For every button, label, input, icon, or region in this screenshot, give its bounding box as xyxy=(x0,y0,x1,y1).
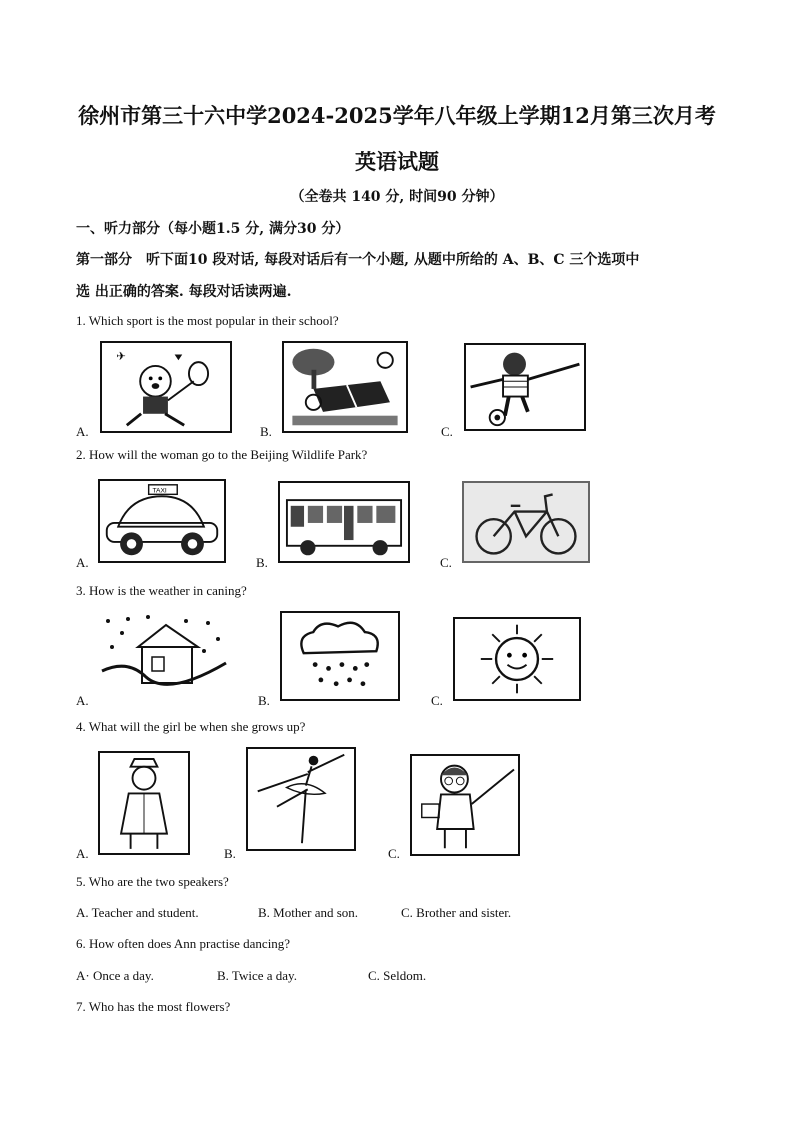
ballerina-icon xyxy=(246,747,356,851)
q5-option-a: A. Teacher and student. xyxy=(76,905,199,920)
svg-text:✈: ✈ xyxy=(116,349,126,364)
table-tennis-icon xyxy=(282,341,408,433)
q5-option-c: C. Brother and sister. xyxy=(401,905,512,920)
q2-label-a: A. xyxy=(76,555,89,570)
q6-option-c: C. Seldom. xyxy=(368,968,427,983)
q2-label-b: B. xyxy=(256,555,268,570)
q1-label-b: B. xyxy=(260,424,272,439)
snowy-house-icon xyxy=(98,611,230,699)
question-5: 5. Who are the two speakers? xyxy=(76,874,229,889)
page-title: 徐州市第三十六中学2024-2025学年八年级上学期12月第三次月考 xyxy=(78,103,716,128)
question-4: 4. What will the girl be when she grows up? xyxy=(76,719,306,734)
teacher-icon xyxy=(410,754,520,856)
q6-option-a: A· Once a day. xyxy=(76,968,154,983)
q1-label-c: C. xyxy=(441,424,453,439)
taxi-sign-text: TAXI xyxy=(152,487,167,495)
section-heading: 一、听力部分（每小题1.5 分, 满分30 分） xyxy=(76,221,350,237)
section-instruction: 第一部分 听下面10 段对话, 每段对话后有一个小题, 从题中所给的 A、B、C 三个选项中 xyxy=(76,252,640,268)
q3-label-b: B. xyxy=(258,693,270,708)
question-6: 6. How often does Ann practise dancing? xyxy=(76,936,291,951)
question-1: 1. Which sport is the most popular in their school? xyxy=(76,313,339,328)
bus-icon xyxy=(278,481,410,563)
q6-option-b: B. Twice a day. xyxy=(217,968,297,983)
q2-label-c: C. xyxy=(440,555,452,570)
q4-label-b: B. xyxy=(224,846,236,861)
section-instruction-cont: 选 出正确的答案. 每段对话读两遍. xyxy=(76,284,292,300)
exam-info: （全卷共 140 分, 时间90 分钟） xyxy=(290,189,504,205)
q3-label-c: C. xyxy=(431,693,443,708)
nurse-icon xyxy=(98,751,190,855)
q3-label-a: A. xyxy=(76,693,89,708)
q4-label-a: A. xyxy=(76,846,89,861)
q4-label-c: C. xyxy=(388,846,400,861)
bicycle-icon xyxy=(462,481,590,563)
badminton-player-icon xyxy=(100,341,232,433)
question-2: 2. How will the woman go to the Beijing Wildlife Park? xyxy=(76,447,368,462)
smiling-sun-icon xyxy=(453,617,581,701)
page-subtitle: 英语试题 xyxy=(355,149,439,174)
taxi-icon xyxy=(98,479,226,563)
question-7: 7. Who has the most flowers? xyxy=(76,999,231,1014)
rain-cloud-icon xyxy=(280,611,400,701)
q5-option-b: B. Mother and son. xyxy=(258,905,359,920)
football-player-icon xyxy=(464,343,586,431)
question-3: 3. How is the weather in caning? xyxy=(76,583,247,598)
q1-label-a: A. xyxy=(76,424,89,439)
